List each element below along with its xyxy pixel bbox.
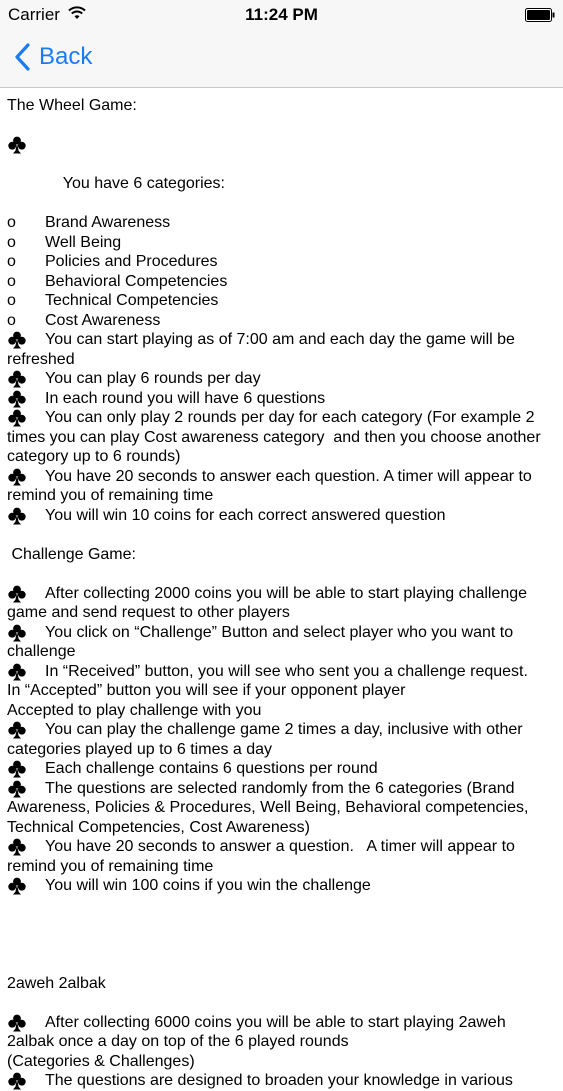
category-item (7, 291, 559, 311)
circle-bullet-icon: o (7, 272, 16, 290)
battery-icon (525, 8, 555, 22)
club-suit-icon (7, 331, 27, 349)
list-item (7, 584, 559, 623)
club-suit-icon (7, 760, 27, 778)
rule-text-continued: refreshed (7, 350, 75, 368)
chevron-left-icon (14, 43, 31, 71)
rule-text-continued: challenge (7, 643, 76, 660)
category-label: Cost Awareness (45, 311, 161, 329)
rule-text-continued: In “Accepted” button you will see if your opponent player Accepted to play challenge with you (7, 682, 406, 719)
circle-bullet-icon: o (7, 292, 16, 309)
club-suit-icon (7, 1014, 27, 1032)
circle-bullet-icon: o (7, 311, 16, 329)
circle-bullet-icon: o (7, 214, 16, 231)
list-item (7, 135, 559, 213)
rule-text-continued: Awareness, Policies & Procedures, Well Being, Behavioral competencies, Technical Competencies, Cost Awareness) (7, 799, 529, 836)
club-suit-icon (7, 780, 27, 798)
list-item (7, 408, 559, 467)
list-item (7, 837, 559, 876)
rule-text-continued: times you can play Cost awareness category and then you choose another category up to 6 rounds) (7, 428, 541, 465)
rule-text: After collecting 2000 coins you will be able to start playing challenge (45, 584, 528, 602)
list-item (7, 623, 559, 662)
rule-text: You can start playing as of 7:00 am and each day the game will be (45, 331, 515, 348)
club-suit-icon (7, 1072, 27, 1090)
club-suit-icon (7, 624, 27, 642)
navigation-bar (0, 30, 563, 88)
status-bar (0, 0, 563, 30)
wheel-title: The Wheel Game: (7, 97, 137, 114)
rule-text: You can only play 2 rounds per day for each category (For example 2 (45, 409, 535, 426)
list-item (7, 467, 559, 506)
rule-text: In “Received” button, you will see who sent you a challenge request. (45, 662, 528, 680)
club-suit-icon (7, 370, 27, 388)
category-label: Well Being (45, 233, 122, 251)
club-suit-icon (7, 409, 27, 427)
list-item (7, 759, 559, 779)
club-suit-icon (7, 838, 27, 856)
challenge-title: Challenge Game: (7, 545, 136, 563)
club-suit-icon (7, 390, 27, 408)
club-suit-icon (7, 877, 27, 895)
club-suit-icon (7, 585, 27, 603)
rule-text: You have 20 seconds to answer a question. A timer will appear to (45, 838, 515, 855)
rule-text: You will win 10 coins for each correct answered question (45, 506, 446, 524)
rule-text: You click on “Challenge” Button and select player who you want to (45, 623, 514, 641)
rule-text: In each round you will have 6 questions (45, 389, 326, 407)
category-label: Behavioral Competencies (45, 272, 228, 290)
carrier-label: Carrier (8, 5, 60, 24)
rule-text-continued: 2albak once a day on top of the 6 played rounds (Categories & Challenges) (7, 1033, 349, 1070)
back-label: Back (39, 43, 93, 70)
list-item (7, 1071, 559, 1091)
list-item (7, 662, 559, 721)
category-item (7, 233, 559, 253)
rule-text: You will win 100 coins if you win the challenge (45, 877, 371, 894)
rule-text: The questions are designed to broaden your knowledge in various (45, 1072, 513, 1089)
wheel-intro: You have 6 categories: (62, 175, 225, 192)
aweh-title: 2aweh 2albak (7, 974, 106, 992)
category-label: Policies and Procedures (45, 253, 218, 270)
club-suit-icon (7, 663, 27, 681)
category-item (7, 213, 559, 233)
circle-bullet-icon: o (7, 233, 16, 251)
category-label: Technical Competencies (45, 292, 219, 309)
category-item (7, 252, 559, 272)
rule-text-continued: game and send request to other players (7, 604, 290, 621)
club-suit-icon (7, 136, 27, 154)
category-item (7, 272, 559, 292)
club-suit-icon (7, 507, 27, 525)
rule-text-continued: remind you of remaining time (7, 487, 214, 504)
club-suit-icon (7, 468, 27, 486)
rule-text: After collecting 6000 coins you will be able to start playing 2aweh (45, 1013, 506, 1031)
rule-text: You can play the challenge game 2 times a day, inclusive with other (45, 721, 523, 738)
list-item (7, 876, 559, 896)
instructions-text (7, 96, 559, 1091)
list-item (7, 389, 559, 409)
back-button[interactable] (14, 41, 92, 73)
status-time: 11:24 PM (245, 5, 318, 24)
rule-text: The questions are selected randomly from the 6 categories (Brand (45, 779, 515, 797)
list-item (7, 779, 559, 838)
category-label: Brand Awareness (45, 214, 171, 231)
rule-text: You have 20 seconds to answer each question. A timer will appear to (45, 467, 532, 485)
circle-bullet-icon: o (7, 253, 16, 270)
list-item (7, 369, 559, 389)
rule-text-continued: categories played up to 6 times a day (7, 740, 273, 758)
category-item (7, 311, 559, 331)
rule-text-continued: remind you of remaining time (7, 857, 214, 875)
list-item (7, 506, 559, 526)
rule-text: Each challenge contains 6 questions per round (45, 760, 378, 777)
list-item (7, 330, 559, 369)
list-item (7, 720, 559, 759)
list-item (7, 1013, 559, 1072)
club-suit-icon (7, 721, 27, 739)
rule-text: You can play 6 rounds per day (45, 370, 261, 387)
